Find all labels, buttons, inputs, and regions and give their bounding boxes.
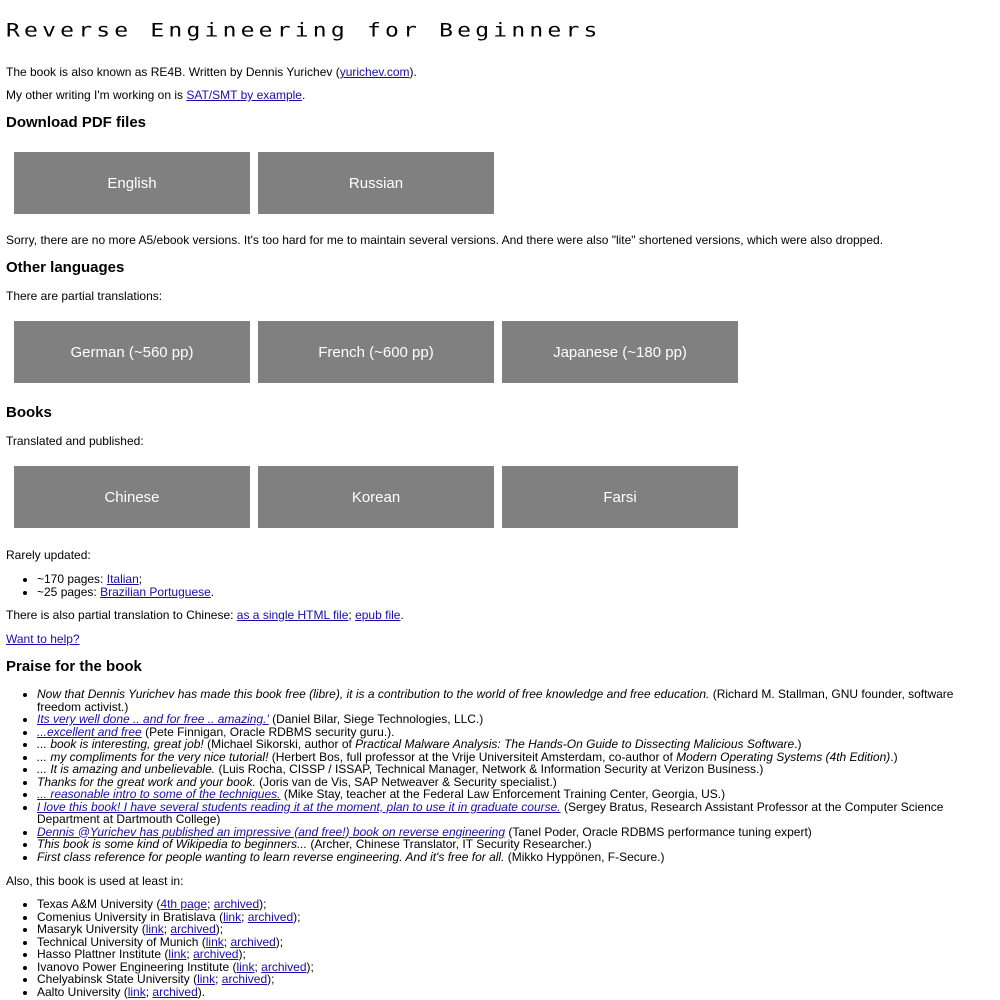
punctuation: ( <box>198 934 206 949</box>
praise-list <box>0 688 982 863</box>
published-buttons <box>14 466 738 528</box>
university-link[interactable]: link <box>197 972 216 986</box>
university-link[interactable]: 4th page <box>160 897 208 911</box>
item-text: . <box>210 584 215 599</box>
punctuation: ; <box>145 984 153 999</box>
punctuation: ); <box>259 897 267 911</box>
punctuation: ( <box>215 909 224 924</box>
university-link[interactable]: link <box>145 922 164 936</box>
partial-translations-text: There are partial translations: <box>6 289 163 303</box>
praise-item <box>37 801 982 826</box>
university-name: Technical University of Munich <box>37 934 199 949</box>
farsi-button[interactable]: Farsi <box>502 466 738 528</box>
punctuation: ); <box>275 934 284 949</box>
book-title: Modern Operating Systems (4th Edition) <box>676 749 891 764</box>
want-to-help-link[interactable]: Want to help? <box>6 632 80 646</box>
other-languages-heading: Other languages <box>6 259 125 276</box>
archived-link[interactable]: archived <box>213 897 260 911</box>
praise-author: (Tanel Poder, Oracle RDBMS performance tuning expert) <box>505 824 812 839</box>
praise-author: (Mikko Hyppönen, F-Secure.) <box>504 849 665 864</box>
item-text: ~25 pages: <box>37 584 101 599</box>
list-item <box>37 586 982 599</box>
university-name: Masaryk University <box>37 922 139 936</box>
punctuation: ( <box>120 984 128 999</box>
punctuation: ; <box>223 934 231 949</box>
archived-link[interactable]: archived <box>193 947 239 961</box>
intro-text: ). <box>409 65 417 79</box>
university-item <box>37 986 982 999</box>
university-name: Comenius University in Bratislava <box>37 909 216 924</box>
university-name: Texas A&M University <box>37 897 154 911</box>
praise-quote: This book is some kind of Wikipedia to beginners... <box>37 837 308 851</box>
praise-author: (Sergey Bratus, Research Assistant Professor at the Computer Science Department at Dartmouth College) <box>37 799 944 826</box>
chinese-partial-text <box>6 608 404 622</box>
praise-heading: Praise for the book <box>6 658 142 675</box>
praise-quote: ... book is interesting, great job! <box>37 737 204 751</box>
archived-link[interactable]: archived <box>170 922 216 936</box>
download-english-button[interactable]: English <box>14 152 250 214</box>
praise-author: (Archer, Chinese Translator, IT Security Researcher.) <box>307 837 592 851</box>
archived-link[interactable]: archived <box>230 934 276 949</box>
praise-author: (Daniel Bilar, Siege Technologies, LLC.) <box>268 712 484 726</box>
praise-author: (Richard M. Stallman, GNU founder, software freedom activist.) <box>37 687 954 714</box>
punctuation: ; <box>207 897 214 911</box>
punctuation: ( <box>138 922 146 936</box>
praise-quote: Now that Dennis Yurichev has made this book free (libre), it is a contribution to the world of free knowledge and free education. <box>37 687 710 701</box>
html-file-link[interactable]: as a single HTML file <box>236 608 349 622</box>
university-name: Aalto University <box>37 984 121 999</box>
item-text: ; <box>138 572 143 586</box>
archived-link[interactable]: archived <box>247 909 294 924</box>
item-text: There is also partial translation to Chinese: <box>6 608 237 622</box>
archived-link[interactable]: archived <box>152 984 198 999</box>
download-heading: Download PDF files <box>6 114 147 131</box>
intro-text: The book is also known as RE4B. Written by Dennis Yurichev ( <box>6 65 340 79</box>
praise-quote-link[interactable]: Dennis @Yurichev has published an impressive (and free!) book on reverse engineering <box>37 824 505 839</box>
korean-button[interactable]: Korean <box>258 466 494 528</box>
punctuation: ; <box>254 959 262 974</box>
praise-item <box>37 851 982 864</box>
punctuation: ; <box>241 909 248 924</box>
praise-quote-link[interactable]: ... reasonable intro to some of the techniques. <box>37 787 281 801</box>
punctuation: ). <box>197 984 206 999</box>
praise-quote: ... It is amazing and unbelievable. <box>37 762 216 776</box>
praise-quote-link[interactable]: Its very well done .. and for free .. amazing.' <box>37 712 269 726</box>
universities-list <box>0 898 982 998</box>
published-text: Translated and published: <box>6 434 144 448</box>
praise-author: (Joris van de Vis, SAP Netweaver & Security specialist.) <box>255 774 557 789</box>
chinese-button[interactable]: Chinese <box>14 466 250 528</box>
university-name: Chelyabinsk State University <box>37 972 190 986</box>
praise-quote-link[interactable]: ...excellent and free <box>37 724 142 739</box>
punctuation: ; <box>186 947 194 961</box>
punctuation: ); <box>306 959 314 974</box>
punctuation: ( <box>161 947 169 961</box>
punctuation: ); <box>215 922 224 936</box>
university-link[interactable]: link <box>223 909 242 924</box>
punctuation: ); <box>267 972 275 986</box>
satsmt-link[interactable]: SAT/SMT by example <box>186 88 302 102</box>
university-link[interactable]: link <box>236 959 255 974</box>
university-name: Hasso Plattner Institute <box>37 947 162 961</box>
italian-link[interactable]: Italian <box>106 572 139 586</box>
praise-quote: Thanks for the great work and your book. <box>37 774 256 789</box>
praise-author: (Michael Sikorski, author of <box>203 737 356 751</box>
punctuation: ; <box>215 972 222 986</box>
download-russian-button[interactable]: Russian <box>258 152 494 214</box>
item-text: ~170 pages: <box>37 572 107 586</box>
praise-quote: ... my compliments for the very nice tutorial! <box>37 749 269 764</box>
praise-quote-link[interactable]: I love this book! I have several students reading it at the moment, plan to use it in graduate course. <box>37 799 561 814</box>
japanese-button[interactable]: Japanese (~180 pp) <box>502 321 738 383</box>
praise-author: .) <box>890 749 898 764</box>
punctuation: ( <box>189 972 198 986</box>
versions-note: Sorry, there are no more A5/ebook versions. It's too hard for me to maintain several versions. And there were also "lite" shortened versions, which were also dropped. <box>6 233 884 247</box>
intro-line-1 <box>6 65 417 79</box>
page-title: Reverse Engineering for Beginners <box>6 20 602 42</box>
item-text: ; <box>348 608 356 622</box>
punctuation: ); <box>238 947 246 961</box>
university-link[interactable]: link <box>205 934 224 949</box>
praise-author: .) <box>794 737 802 751</box>
portuguese-link[interactable]: Brazilian Portuguese <box>100 584 211 599</box>
books-heading: Books <box>6 404 52 421</box>
german-button[interactable]: German (~560 pp) <box>14 321 250 383</box>
used-intro-text: Also, this book is used at least in: <box>6 874 184 888</box>
download-buttons <box>14 152 494 214</box>
item-text: . <box>400 608 404 622</box>
help-line <box>6 632 80 646</box>
punctuation: ; <box>163 922 171 936</box>
yurichev-link[interactable]: yurichev.com <box>339 65 410 79</box>
archived-link[interactable]: archived <box>261 959 307 974</box>
university-name: Ivanovo Power Engineering Institute <box>37 959 230 974</box>
praise-author: (Pete Finnigan, Oracle RDBMS security guru.). <box>141 724 395 739</box>
french-button[interactable]: French (~600 pp) <box>258 321 494 383</box>
praise-author: (Herbert Bos, full professor at the Vrije Universiteit Amsterdam, co-author of <box>268 749 677 764</box>
intro-text: My other writing I'm working on is <box>6 88 187 102</box>
punctuation: ( <box>229 959 237 974</box>
rare-translations-list <box>0 573 982 598</box>
punctuation: ( <box>153 897 161 911</box>
praise-author: (Mike Stay, teacher at the Federal Law Enforcement Training Center, Georgia, US.) <box>280 787 726 801</box>
praise-item <box>37 688 982 713</box>
university-link[interactable]: link <box>168 947 187 961</box>
praise-quote: First class reference for people wanting to learn reverse engineering. And it's free for all. <box>37 849 505 864</box>
epub-file-link[interactable]: epub file <box>355 608 401 622</box>
intro-line-2 <box>6 88 305 102</box>
translation-buttons <box>14 321 738 383</box>
punctuation: ); <box>293 909 301 924</box>
archived-link[interactable]: archived <box>221 972 268 986</box>
praise-author: (Luis Rocha, CISSP / ISSAP, Technical Manager, Network & Information Security at Verizon Business.) <box>215 762 764 776</box>
intro-text: . <box>301 88 306 102</box>
university-link[interactable]: link <box>127 984 146 999</box>
rarely-updated-text: Rarely updated: <box>6 548 91 562</box>
book-title: Practical Malware Analysis: The Hands-On Guide to Dissecting Malicious Software <box>355 737 795 751</box>
